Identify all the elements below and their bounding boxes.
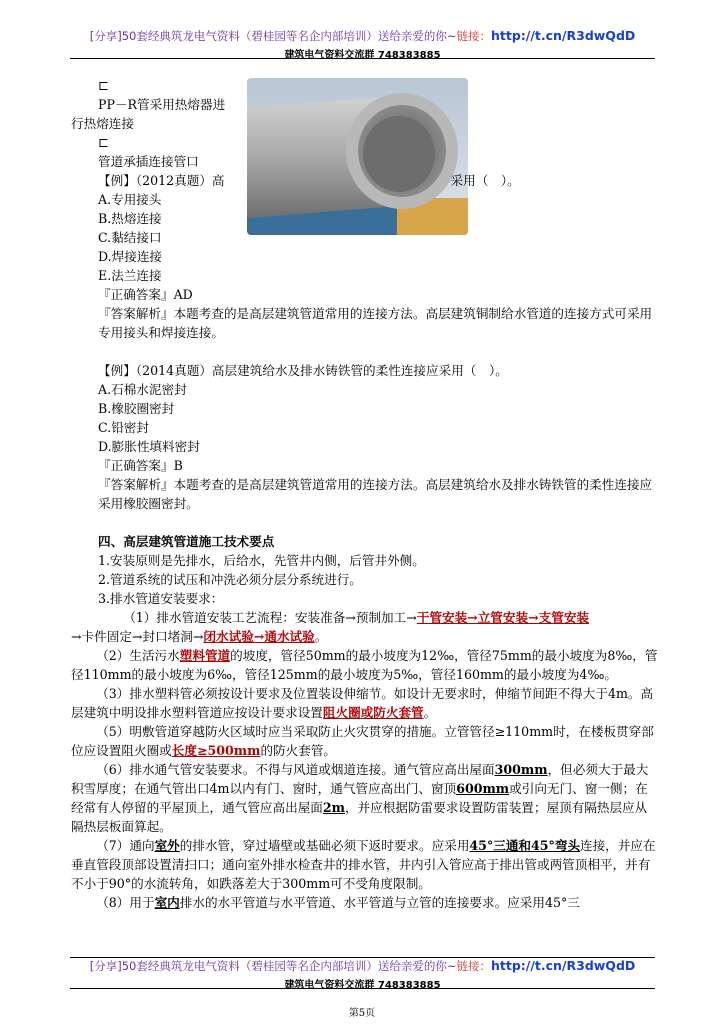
sub-item-1: （1）排水管道安装工艺流程：安装准备→预制加工→干管安装→立管安装→支管安装 [123, 610, 590, 625]
footer-url-link[interactable]: http://t.cn/R3dwQdD [490, 958, 636, 973]
option-item: C.黏结接口 [98, 230, 162, 245]
footer-bottom-rule [70, 988, 655, 989]
correct-answer: 『正确答案』B [98, 458, 183, 473]
option-item: C.铅密封 [98, 420, 149, 435]
text-line: PP－R管采用热熔器进 [98, 97, 226, 112]
option-item: A.石棉水泥密封 [98, 382, 187, 397]
marker-icon: ⊏ [98, 135, 109, 150]
question-2012: 【例】（2012真题）高 采用（ ）。 [98, 173, 520, 188]
header-group-text: 建筑电气资料交流群 748383885 [284, 50, 441, 61]
rule-item: 1.安装原则是先排水，后给水，先管井内侧，后管井外侧。 [98, 553, 425, 568]
header-url-link[interactable]: http://t.cn/R3dwQdD [490, 28, 636, 43]
sub-item-7: （7）通向室外的排水管，穿过墙壁或基础必须下返时要求。应采用45°三通和45°弯头连接，并应在垂直管段顶部设置清扫口；通向室外排水检查井的排水管，井内引入管应高于排出管或两管顶相平，并有不小于90°的水流转角，如跌落差大于300mm可不受角度限制。 [71, 838, 656, 891]
answer-analysis: 『答案解析』本题考查的是高层建筑管道常用的连接方法。高层建筑铜制给水管道的连接方式可采用专用接头和焊接连接。 [98, 306, 653, 340]
header-divider [70, 58, 655, 59]
sub-item-8: （8）用于室内排水的水平管道与水平管道、水平管道与立管的连接要求。应采用45°三 [96, 895, 580, 910]
sub-item-1-cont: →卡件固定→封口堵洞→闭水试验→通水试验。 [71, 629, 328, 644]
text-line: 管道承插连接管口 [98, 154, 199, 169]
footer-link-label: 链接： [456, 959, 491, 973]
sub-item-3: （3）排水塑料管必须按设计要求及位置装设伸缩节。如设计无要求时，伸缩节间距不得大于4m。高层建筑中明设排水塑料管道应按设计要求设置阻火圈或防火套管。 [71, 686, 654, 720]
option-item: B.橡胶圈密封 [98, 401, 175, 416]
section-heading: 四、高层建筑管道施工技术要点 [98, 534, 275, 549]
footer-share-text[interactable]: [分享]50套经典筑龙电气资料（碧桂园等名企内部培训）送给亲爱的你~ [89, 959, 457, 973]
sub-item-6: （6）排水通气管安装要求。不得与风道或烟道连接。通气管应高出屋面300mm，但必须大于最大积雪厚度；在通气管出口4m以内有门、窗时，通气管应高出门、窗顶600mm或引向无门、窗一侧；在经常有人停留的平屋顶上，通气管应高出屋面2m，并应根据防雷要求设置防雷装置；屋顶有隔热层应从隔热层板面算起。 [71, 762, 649, 834]
header-link-label: 链接： [456, 29, 491, 43]
page-footer-banner [70, 958, 655, 991]
rule-item: 3.排水管道安装要求： [98, 591, 224, 606]
marker-icon: ⊏ [98, 78, 109, 93]
sub-item-2: （2）生活污水塑料管道的坡度，管径50mm的最小坡度为12‰，管径75mm的最小坡度为8‰，管径110mm的最小坡度为6‰，管径125mm的最小坡度为5‰，管径160mm的最小坡度为4‰。 [71, 648, 658, 682]
document-body [71, 76, 658, 912]
rule-item: 2.管道系统的试压和冲洗必须分层分系统进行。 [98, 572, 362, 587]
correct-answer: 『正确答案』AD [98, 287, 193, 302]
page-number: 第5页 [348, 1008, 376, 1019]
header-share-text[interactable]: [分享]50套经典筑龙电气资料（碧桂园等名企内部培训）送给亲爱的你~ [89, 29, 457, 43]
option-item: D.焊接连接 [98, 249, 163, 264]
question-2014: 【例】（2014真题）高层建筑给水及排水铸铁管的柔性连接应采用（ ）。 [98, 363, 508, 378]
option-item: D.膨胀性填料密封 [98, 439, 200, 454]
text-line: 行热熔连接 [71, 116, 134, 131]
option-item: B.热熔连接 [98, 211, 162, 226]
answer-analysis: 『答案解析』本题考查的是高层建筑管道常用的连接方法。高层建筑给水及排水铸铁管的柔性连接应采用橡胶圈密封。 [98, 477, 653, 511]
sub-item-5: （5）明敷管道穿越防火区域时应当采取防止火灾贯穿的措施。立管管径≥110mm时，在楼板贯穿部位应设置阻火圈或长度≥500mm的防火套管。 [71, 724, 654, 758]
option-item: A.专用接头 [98, 192, 162, 207]
page-header [70, 28, 655, 61]
footer-group-text: 建筑电气资料交流群 748383885 [284, 980, 441, 991]
option-item: E.法兰连接 [98, 268, 162, 283]
